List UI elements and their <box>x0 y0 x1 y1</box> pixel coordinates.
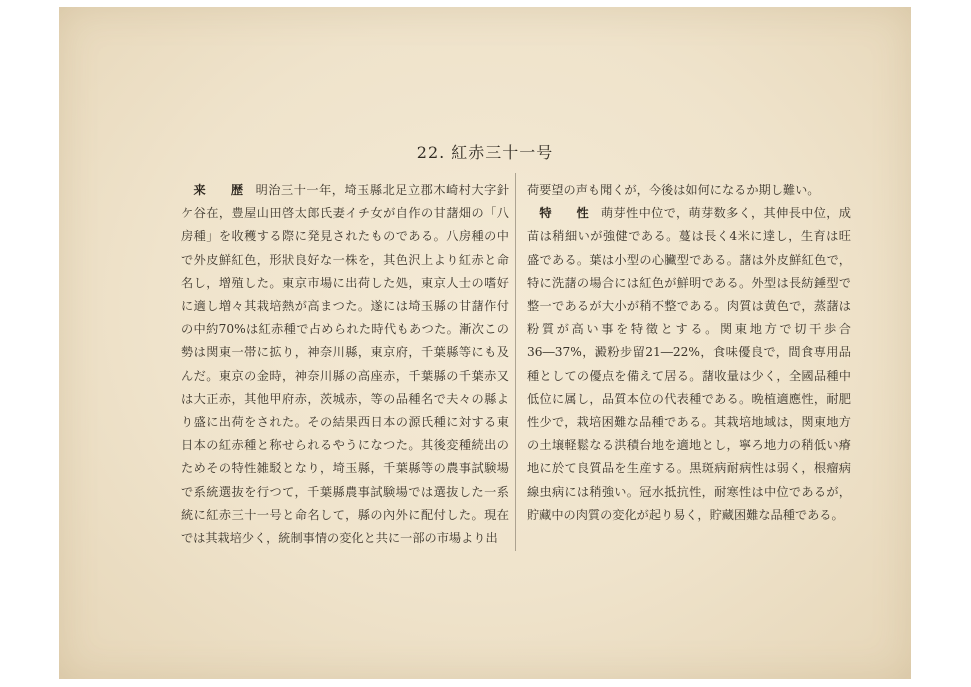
history-continuation: 荷要望の声も聞くが，今後は如何になるか期し難い。 <box>527 183 820 197</box>
left-column <box>181 179 509 550</box>
document-page <box>59 7 911 679</box>
page-title <box>59 140 911 163</box>
characteristics-text: 萌芽性中位で，萌芽数多く，其伸長中位，成苗は稍細いが強健である。蔓は長く4米に達し，生育は旺盛である。葉は小型の心臟型である。藷は外皮鮮紅色で，特に洗藷の場合には紅色が鮮明である。外型は長紡錘型で整一であるが大小が稍不整である。肉質は黄色で，蒸藷は粉質が高い事を特徵とする。関東地方で切干歩合36―37%，澱粉步留21―22%，食味優良で，間食専用品種としての優点を備えて居る。藷收量は少く，全國品種中低位に属し，品質本位の代表種である。晩植適應性，耐肥性少で，栽培困難な品種である。其栽培地域は，関東地方の土壌軽鬆なる洪積台地を適地とし，寧ろ地力の稍低い瘠地に於て良質品を生産する。黒斑病耐病性は弱く，根瘤病線虫病には稍強い。冠水抵抗性，耐寒性は中位であるが，貯藏中の肉質の変化が起り易く，貯藏困難な品種である。 <box>527 206 851 522</box>
title-name: 紅赤三十一号 <box>451 143 554 162</box>
characteristics-heading: 特 性 <box>539 206 595 221</box>
characteristics-paragraph <box>527 202 851 527</box>
right-column <box>527 179 851 527</box>
history-text: 明治三十一年，埼玉縣北足立郡木崎村大字針ケ谷在，豊屋山田啓太郎氏妻イチ女が自作の甘藷畑の「八房種」を收穫する際に発見されたものである。八房種の中で外皮鮮紅色，形狀良好な一株を，其色沢上より紅赤と命名し，增殖した。東京市場に出荷した処，東京人士の嗜好に適し増々其栽培熱が高まつた。遂には埼玉縣の甘藷作付の中約70%は紅赤種で占められた時代もあつた。漸次この勢は関東一帯に拡り，神奈川縣，東京府，千葉縣等にも及んだ。東京の金時，神奈川縣の高座赤，千葉縣の千葉赤又は大正赤，其他甲府赤，茨城赤，等の品種名で夫々の縣より盛に出荷をされた。その結果西日本の源氏種に対する東日本の紅赤種と称せられるやうになつた。其後変種続出のためその特性雑駁となり，埼玉縣，千葉縣等の農事試験場で系統選抜を行つて，千葉縣農事試験場では選抜した一系統に紅赤三十一号と命名して，縣の內外に配付した。現在では其栽培少く，統制事情の変化と共に一部の市場より出 <box>181 183 510 546</box>
column-divider <box>515 173 516 551</box>
title-number: 22. <box>416 143 446 162</box>
history-heading: 来 歴 <box>193 183 250 197</box>
